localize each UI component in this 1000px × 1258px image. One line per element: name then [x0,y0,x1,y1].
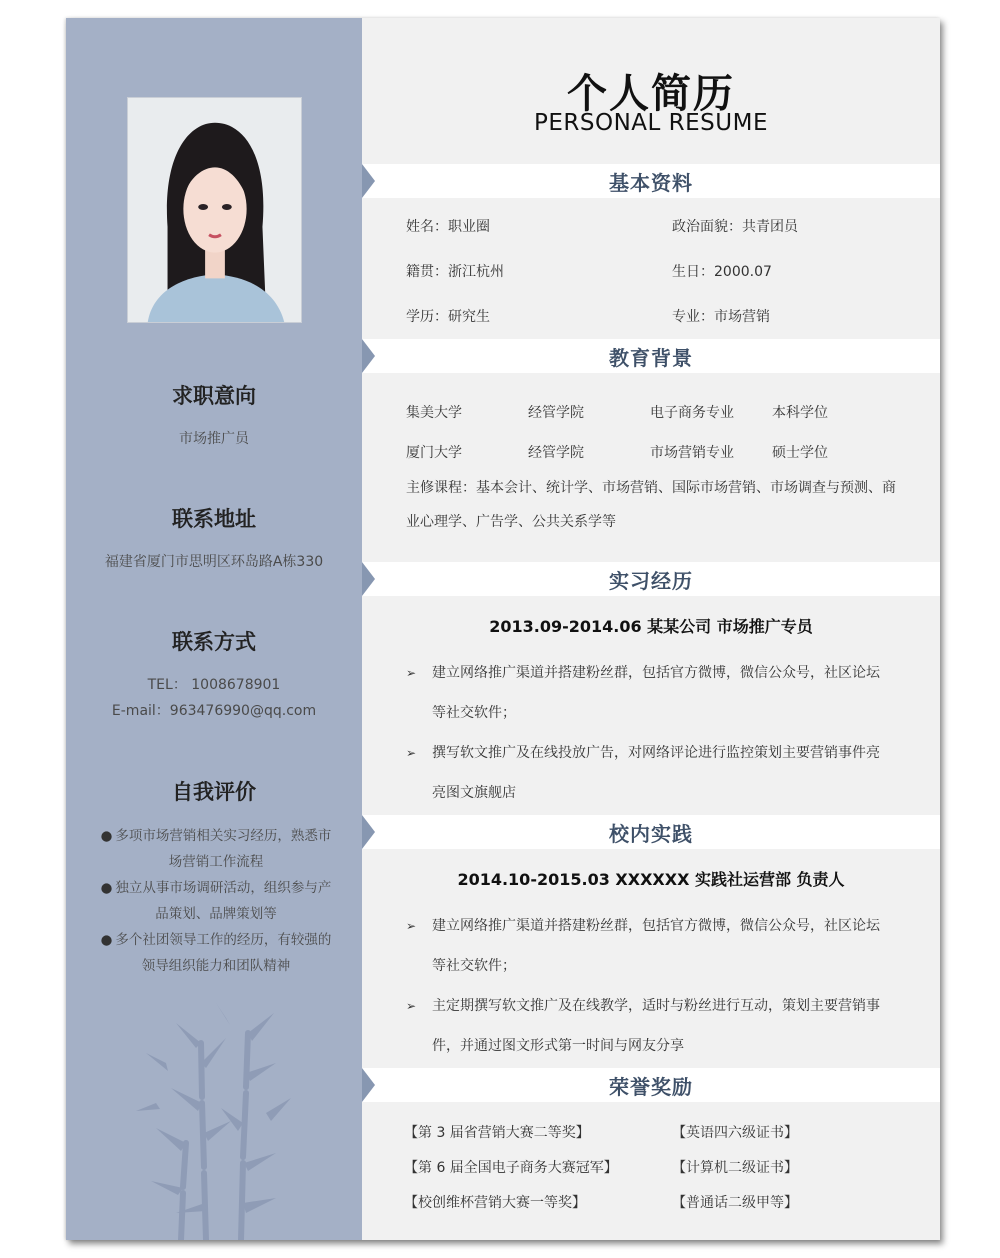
page-subtitle: PERSONAL RESUME [534,110,768,136]
edu-degree: 硕士学位 [772,445,828,461]
section-header-internship [362,562,940,596]
contact-tel: TEL： 1008678901 [147,677,281,693]
bamboo-decoration-icon [126,1003,306,1240]
section-title: 教育背景 [609,346,693,370]
dot-icon: ● [100,880,113,896]
address-value: 福建省厦门市思明区环岛路A栋330 [104,554,324,570]
edu-college: 经管学院 [528,405,584,421]
contact-heading: 联系方式 [172,630,256,654]
section-title: 基本资料 [609,171,693,195]
section-header-campus [362,815,940,849]
edu-school: 集美大学 [406,405,462,421]
section-title: 荣誉奖励 [609,1075,693,1099]
internship-bullet: ➢ 撰写软文推广及在线投放广告，对网络评论进行监控策划主要营销事件亮 亮图文旗舰店 [406,733,886,813]
section-header-basic [362,164,940,198]
field-birthday: 生日：2000.07 [672,264,772,280]
profile-photo [127,97,302,323]
resume-page [66,18,940,1240]
internship-bullet: ➢ 建立网络推广渠道并搭建粉丝群，包括官方微博，微信公众号，社区论坛 等社交软件； [406,653,886,733]
award-item: 【普通话二级甲等】 [672,1195,798,1211]
campus-bullet: ➢ 建立网络推广渠道并搭建粉丝群，包括官方微博，微信公众号，社区论坛 等社交软件； [406,906,886,986]
dot-icon: ● [100,932,113,948]
section-header-honors [362,1068,940,1102]
objective-heading: 求职意向 [172,384,256,408]
edu-school: 厦门大学 [406,445,462,461]
field-major: 专业：市场营销 [672,309,770,325]
dot-icon: ● [100,828,113,844]
main-content [362,18,940,1240]
award-item: 【第 6 届全国电子商务大赛冠军】 [404,1160,618,1176]
section-title: 实习经历 [609,569,693,593]
self-eval-heading: 自我评价 [172,780,256,804]
arrow-bullet-icon: ➢ [406,919,417,933]
edu-degree: 本科学位 [772,405,828,421]
award-item: 【校创维杯营销大赛一等奖】 [404,1195,586,1211]
campus-bullet: ➢ 主定期撰写软文推广及在线教学，适时与粉丝进行互动，策划主要营销事 件，并通过图文形式第一时间与网友分享 [406,986,886,1066]
field-political: 政治面貌：共青团员 [672,219,798,235]
self-eval-item: ● 多项市场营销相关实习经历，熟悉市 场营销工作流程 [100,828,332,870]
edu-college: 经管学院 [528,445,584,461]
self-eval-item: ● 独立从事市场调研活动，组织参与产 品策划、品牌策划等 [100,880,332,922]
basic-info-panel [362,198,922,338]
section-header-education [362,339,940,373]
edu-major: 市场营销专业 [650,445,734,461]
title-block [362,18,922,162]
objective-value: 市场推广员 [179,431,249,447]
address-heading: 联系地址 [172,507,256,531]
arrow-bullet-icon: ➢ [406,666,417,680]
sidebar [66,18,362,1240]
field-degree: 学历：研究生 [406,309,490,325]
field-name: 姓名：职业圈 [406,219,490,235]
field-hometown: 籍贯：浙江杭州 [406,264,504,280]
arrow-bullet-icon: ➢ [406,746,417,760]
self-eval-list [94,823,338,979]
page-title: 个人简历 [567,71,735,117]
contact-email: E-mail：963476990@qq.com [111,703,317,719]
campus-job-title: 2014.10-2015.03 XXXXXX 实践社运营部 负责人 [457,870,845,889]
self-eval-item: ● 多个社团领导工作的经历，有较强的 领导组织能力和团队精神 [100,932,332,974]
award-item: 【第 3 届省营销大赛二等奖】 [404,1125,590,1141]
section-title: 校内实践 [609,822,693,846]
arrow-bullet-icon: ➢ [406,999,417,1013]
edu-courses: 主修课程：基本会计、统计学、市场营销、国际市场营销、市场调查与预测、商 业心理学、广告学、公共关系学等 [406,480,896,530]
award-item: 【英语四六级证书】 [672,1125,798,1141]
internship-job-title: 2013.09-2014.06 某某公司 市场推广专员 [489,617,813,636]
edu-major: 电子商务专业 [650,405,734,421]
award-item: 【计算机二级证书】 [672,1160,798,1176]
